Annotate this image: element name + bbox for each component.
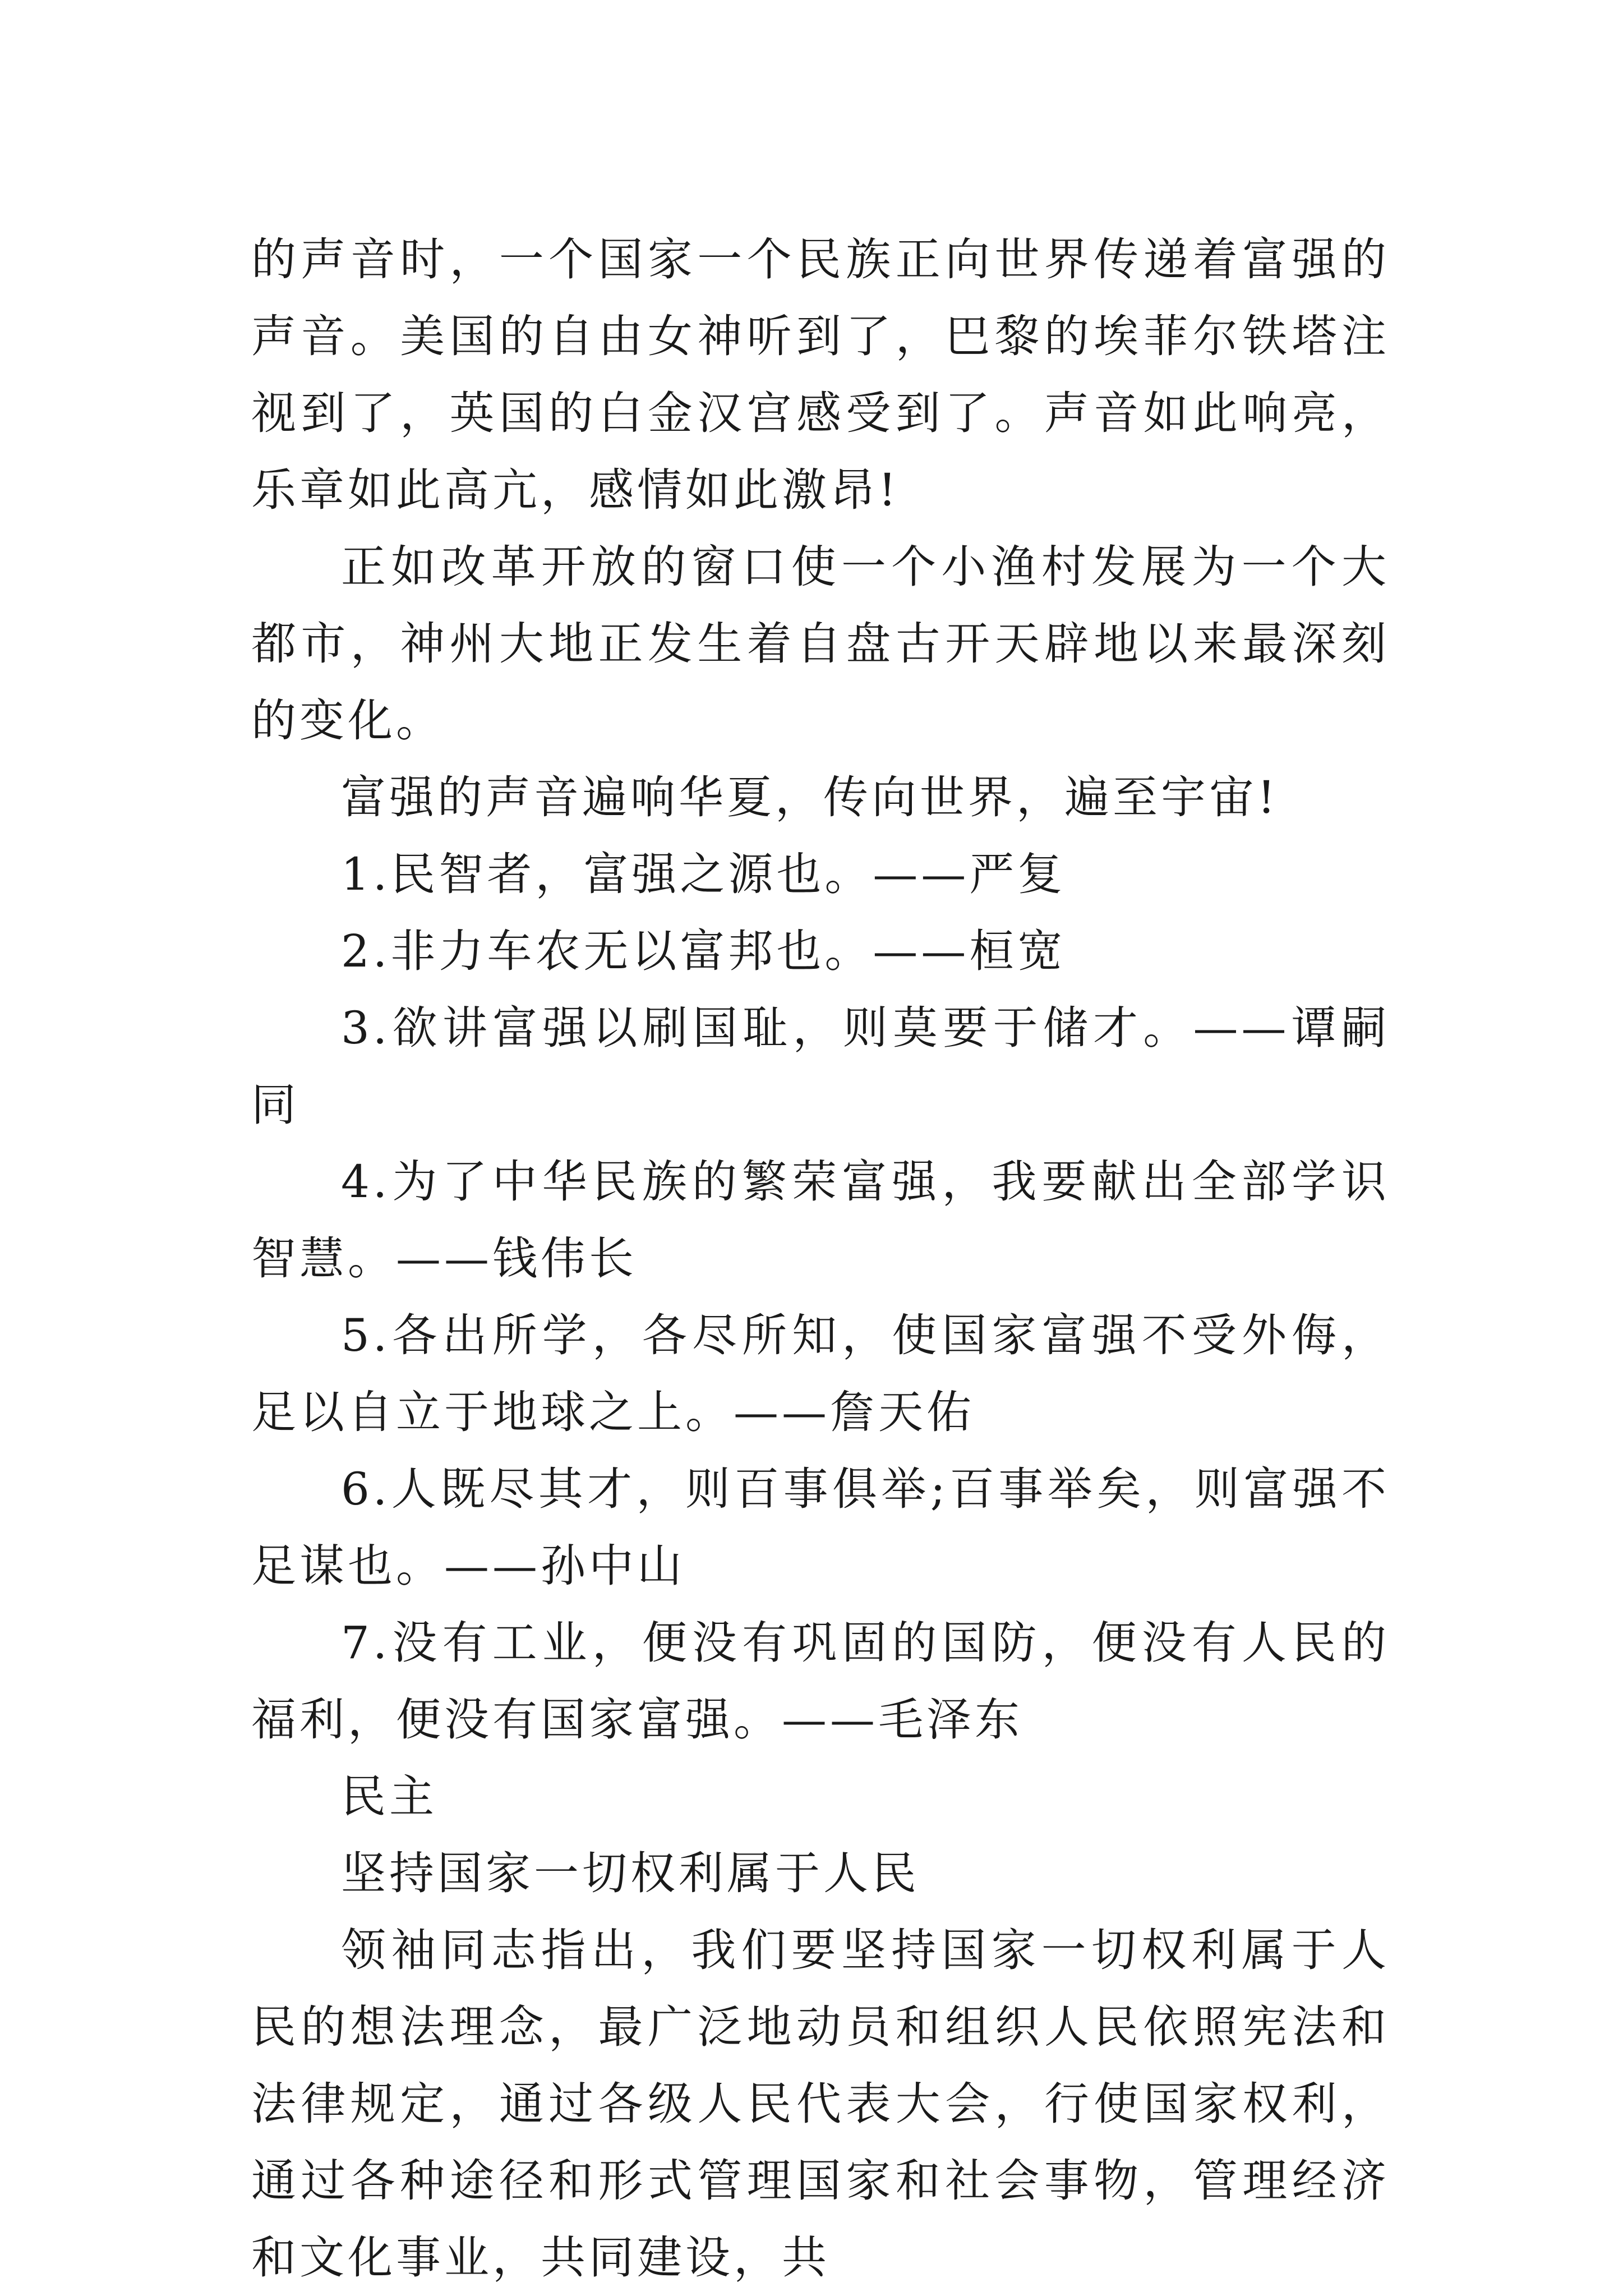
paragraph-2: 正如改革开放的窗口使一个小渔村发展为一个大都市，神州大地正发生着自盘古开天辟地以来最深刻的变化。 xyxy=(251,541,1390,747)
paragraph-1: 的声音时，一个国家一个民族正向世界传递着富强的声音。美国的自由女神听到了，巴黎的埃菲尔铁塔注视到了，英国的白金汉宫感受到了。声音如此响亮，乐章如此高亢，感情如此激昂! xyxy=(251,233,1390,516)
quote-7: 7.没有工业，便没有巩固的国防，便没有人民的福利，便没有国家富强。——毛泽东 xyxy=(251,1617,1390,1746)
subsection-heading: 坚持国家一切权利属于人民 xyxy=(341,1847,920,1899)
paragraph-3: 富强的声音遍响华夏，传向世界，遍至宇宙! xyxy=(341,771,1279,823)
quote-6: 6.人既尽其才，则百事俱举;百事举矣，则富强不足谋也。——孙中山 xyxy=(251,1463,1390,1592)
quote-1: 1.民智者，富强之源也。——严复 xyxy=(341,848,1066,900)
section-heading: 民主 xyxy=(341,1770,437,1823)
quote-5: 5.各出所学，各尽所知，使国家富强不受外侮，足以自立于地球之上。——詹天佑 xyxy=(251,1309,1390,1438)
document-body xyxy=(251,221,1390,2296)
paragraph-body: 领袖同志指出，我们要坚持国家一切权利属于人民的想法理念，最广泛地动员和组织人民依照宪法和法律规定，通过各级人民代表大会，行使国家权利，通过各种途径和形式管理国家和社会事物，管理经济和文化事业，共同建设，共 xyxy=(251,1924,1390,2284)
quote-2: 2.非力车农无以富邦也。——桓宽 xyxy=(341,925,1066,977)
quote-4: 4.为了中华民族的繁荣富强，我要献出全部学识智慧。——钱伟长 xyxy=(251,1156,1390,1285)
quote-3: 3.欲讲富强以刷国耻，则莫要于储才。——谭嗣同 xyxy=(251,1002,1390,1131)
